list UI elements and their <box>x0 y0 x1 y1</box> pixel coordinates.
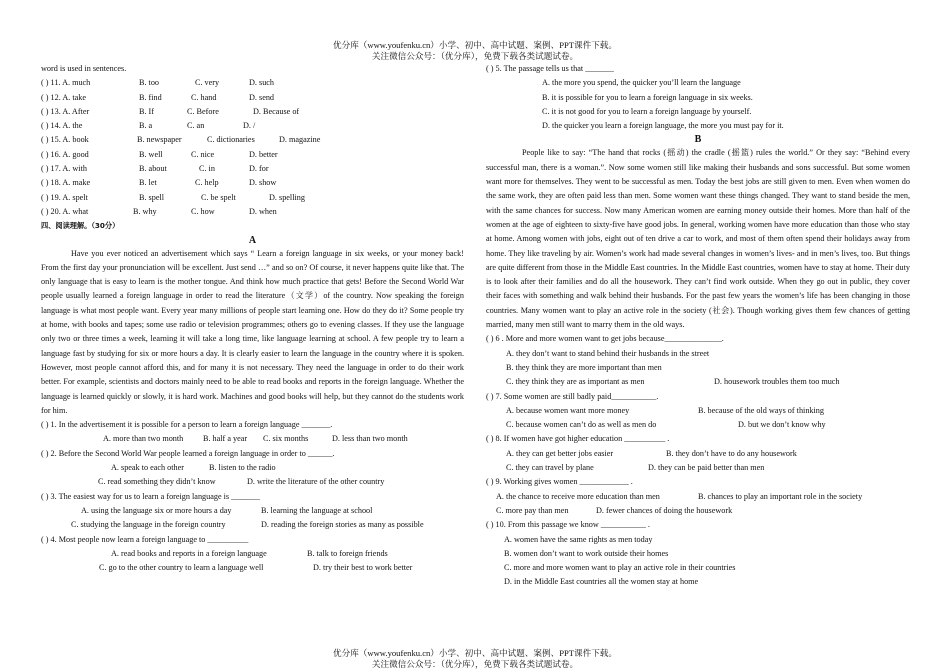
cloze-row: ( ) 14. A. the B. a C. an D. / <box>41 121 256 131</box>
cloze-row: ( ) 15. A. book B. newspaper C. dictionaries D. magazine <box>41 135 321 145</box>
question-5: ( ) 5. The passage tells us that _______ <box>486 64 614 73</box>
passage-b-text: People like to say: “The hand that rocks (摇动) the cradle (摇篮) rules the world.” Or they say: “Behind every successful man, there is a woman.”. Now some women still like making their husbands and sons successful. But some women want more for themselves. They went to be successful as men. Today the best jobs are still given to men. Even when women do the same work, they are often paid less than men. Some women want these things changed. They want to stand beside the men, with the same chances for success. Now many American women are earning money outside their homes. More than half of the women at the age of eighteen to sixty-five have good jobs. In general, working women have more education than those who stay at home. Among women with jobs, eight out of ten drive a car to work, and most of them often spend their holidays away from home. They like traveling by air. Women’s work had made several changes in women’s lives- and in men’s lives, too. But things are quite different from those in the Middle East countries. In the Middle East countries, women have to stay at home. Their duty is to look after their families and do all the housework. They can’t find work outside. When they go out in public, they cover their faces with something and walk behind their husbands. For the past few years the women’s life has been changing in those countries. Many women want to play an active role in the society (社会). Though working gives them few chances of getting married, many men still want to marry them in the old ways. <box>486 148 910 330</box>
right-column <box>486 62 910 590</box>
question-10: ( ) 10. From this passage we know ___________ . <box>486 520 650 530</box>
question-1-options: A. more than two month B. half a year C. six months D. less than two month <box>103 434 408 444</box>
cloze-row: ( ) 20. A. what B. why C. how D. when <box>41 206 277 216</box>
question-8-options: A. they can get better jobs easier B. they don’t have to do any housework <box>506 448 797 458</box>
header-line-1: 优分库（www.youfenku.cn）小学、初中、高中试题、案例、PPT课件下载。 <box>333 40 617 50</box>
question-9-options: C. more pay than men D. fewer chances of doing the housework <box>496 505 733 515</box>
question-3: ( ) 3. The easiest way for us to learn a foreign language is _______ <box>41 491 260 501</box>
cloze-row: ( ) 18. A. make B. let C. help D. show <box>41 178 277 188</box>
question-9-options: A. the chance to receive more education than men B. chances to play an important role in the society <box>496 491 863 501</box>
question-6: ( ) 6 . More and more women want to get jobs because______________. <box>486 334 724 344</box>
question-2-options: C. read something they didn’t know D. write the literature of the other country <box>98 477 385 487</box>
question-6-option: B. they think they are more important than men <box>506 362 662 372</box>
left-column <box>41 62 464 575</box>
question-4-options: C. go to the other country to learn a language well D. try their best to work better <box>99 563 413 573</box>
question-8-options: C. they can travel by plane D. they can be paid better than men <box>506 463 765 473</box>
passage-a-title: A <box>248 234 257 246</box>
question-6-option: A. they don’t want to stand behind their husbands in the street <box>506 348 710 358</box>
page-header <box>0 40 950 62</box>
question-7-options: C. because women can’t do as well as men do D. but we don’t know why <box>506 420 826 430</box>
question-5-option: C. it is not good for you to learn a foreign language by yourself. <box>542 106 752 116</box>
passage-a-text: Have you ever noticed an advertisement which says “ Learn a foreign language in six weeks, or your money back! From the first day your pronunciation will be excellent. Just send …” and so on? Of course, it never happens quite like that. The only language that is easy to learn is the mother tongue. And think how much practice that gets! Before the Second World War people usually learned a foreign language in order to read the literature（文学）of the country. Now speaking the foreign language is what most people want. Every year many millions of people start learning one. How do they do it? Some people try at home, with books and tapes; some use radio or television programmes; others go to evening classes. If they use the language only two or three times a week, learning it will take a long time, like language learning at school. A few people try to learn a language fast by studying for six or more hours a day. It is clearly easier to learn the language in the country where it is spoken. However, most people cannot afford this, and for many it is not necessary. They need the language in order to do their work better. For example, scientists and doctors mainly need to be able to read books and reports in the foreign language. Whether the language is learned quickly or slowly, it is hard work. Machines and good books will help, but they cannot do the students work for him. <box>41 248 464 415</box>
question-7-options: A. because women want more money B. because of the old ways of thinking <box>506 405 824 415</box>
passage-b-title: B <box>694 134 702 146</box>
question-6-options: C. they think they are as important as men D. housework troubles them too much <box>506 377 840 387</box>
question-5-option: A. the more you spend, the quicker you’ll learn the language <box>542 78 741 88</box>
page-footer <box>0 648 950 670</box>
cloze-intro: word is used in sentences. <box>41 64 127 73</box>
question-10-option: D. in the Middle East countries all the women stay at home <box>504 577 699 587</box>
header-line-2: 关注微信公众号：（优分库），免费下载各类试题试卷。 <box>371 51 579 61</box>
question-5-option: B. it is possible for you to learn a foreign language in six weeks. <box>542 92 753 102</box>
cloze-row: ( ) 13. A. After B. If C. Before D. Because of <box>41 106 300 116</box>
cloze-row: ( ) 11. A. much B. too C. very D. such <box>41 78 275 88</box>
question-5-option: D. the quicker you learn a foreign language, the more you must pay for it. <box>542 121 784 131</box>
section-title: 四、阅读理解。（30分） <box>41 221 120 231</box>
question-10-option: B. women don’t want to work outside their homes <box>504 548 669 558</box>
question-10-option: C. more and more women want to play an active role in their countries <box>504 563 736 573</box>
question-3-options: A. using the language six or more hours a day B. learning the language at school <box>81 505 373 515</box>
question-3-options: C. studying the language in the foreign country D. reading the foreign stories as many as possible <box>71 520 424 530</box>
question-1: ( ) 1. In the advertisement it is possible for a person to learn a foreign language _______. <box>41 420 333 430</box>
cloze-row: ( ) 19. A. spelt B. spell C. be spelt D. spelling <box>41 192 305 202</box>
question-2: ( ) 2. Before the Second World War people learned a foreign language in order to ______. <box>41 448 335 458</box>
question-2-options: A. speak to each other B. listen to the radio <box>111 463 276 473</box>
question-10-option: A. women have the same rights as men today <box>504 534 653 544</box>
question-8: ( ) 8. If women have got higher education __________ . <box>486 434 670 444</box>
question-7: ( ) 7. Some women are still badly paid___________. <box>486 391 659 401</box>
footer-line-2: 关注微信公众号：（优分库），免费下载各类试题试卷。 <box>371 659 579 669</box>
cloze-row: ( ) 16. A. good B. well C. nice D. better <box>41 149 278 159</box>
cloze-row: ( ) 17. A. with B. about C. in D. for <box>41 164 269 174</box>
question-4: ( ) 4. Most people now learn a foreign language to __________ <box>41 534 249 544</box>
question-4-options: A. read books and reports in a foreign language B. talk to foreign friends <box>111 548 388 558</box>
footer-line-1: 优分库（www.youfenku.cn）小学、初中、高中试题、案例、PPT课件下载。 <box>333 648 617 658</box>
question-9: ( ) 9. Working gives women ____________ . <box>486 477 633 487</box>
cloze-row: ( ) 12. A. take B. find C. hand D. send <box>41 92 275 102</box>
